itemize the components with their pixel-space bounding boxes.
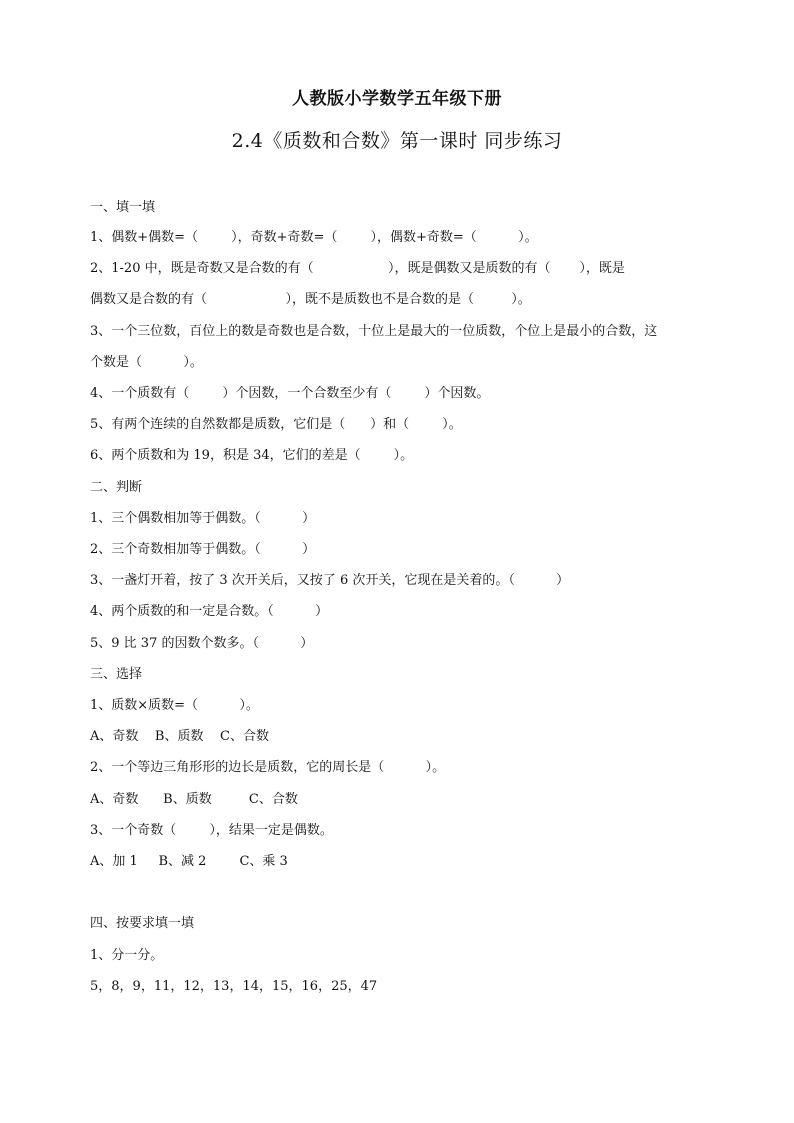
question-3-3: 3、一个奇数（ ），结果一定是偶数。 (90, 823, 333, 838)
section-2-heading: 二、判断 (90, 480, 143, 495)
question-1-2-line1: 2、1-20 中，既是奇数又是合数的有（ ），既是偶数又是质数的有（ ），既是 (90, 261, 625, 276)
section-4-heading: 四、按要求填一填 (90, 916, 195, 931)
question-3-2: 2、一个等边三角形形的边长是质数，它的周长是（ ）。 (90, 760, 446, 775)
question-2-1: 1、三个偶数相加等于偶数。（ ） (90, 511, 316, 526)
question-1-6: 6、两个质数和为 19，积是 34，它们的差是（ ）。 (90, 448, 414, 463)
question-3-3-options: A、加 1 B、减 2 C、乘 3 (90, 854, 288, 869)
question-1-1: 1、偶数+偶数=（ ），奇数+奇数=（ ），偶数+奇数=（ ）。 (90, 230, 538, 245)
page-title: 人教版小学数学五年级下册 (292, 89, 502, 109)
question-3-2-options: A、奇数 B、质数 C、合数 (90, 792, 298, 807)
question-2-4: 4、两个质数的和一定是合数。（ ） (90, 604, 329, 619)
question-3-1-options: A、奇数 B、质数 C、合数 (90, 729, 269, 744)
question-2-3: 3、一盏灯开着，按了 3 次开关后，又按了 6 次开关，它现在是关着的。（ ） (90, 573, 570, 588)
question-1-3-line2: 个数是（ ）。 (90, 355, 203, 370)
question-1-3-line1: 3、一个三位数，百位上的数是奇数也是合数，十位上是最大的一位质数，个位上是最小的合数，这 (90, 324, 658, 339)
section-1-heading: 一、填一填 (90, 200, 156, 215)
question-1-2-line2: 偶数又是合数的有（ ），既不是质数也不是合数的是（ ）。 (90, 292, 531, 307)
question-4-1: 1、分一分。 (90, 948, 164, 963)
section-3-heading: 三、选择 (90, 667, 143, 682)
question-2-5: 5、9 比 37 的因数个数多。（ ） (90, 636, 314, 651)
question-1-5: 5、有两个连续的自然数都是质数，它们是（ ）和（ ）。 (90, 417, 462, 432)
question-3-1: 1、质数×质数=（ ）。 (90, 698, 259, 713)
number-list: 5，8，9，11，12，13，14，15，16，25，47 (90, 979, 378, 994)
question-1-4: 4、一个质数有（ ）个因数，一个合数至少有（ ）个因数。 (90, 386, 490, 401)
page-subtitle: 2.4《质数和合数》第一课时 同步练习 (231, 130, 563, 152)
question-2-2: 2、三个奇数相加等于偶数。（ ） (90, 542, 316, 557)
